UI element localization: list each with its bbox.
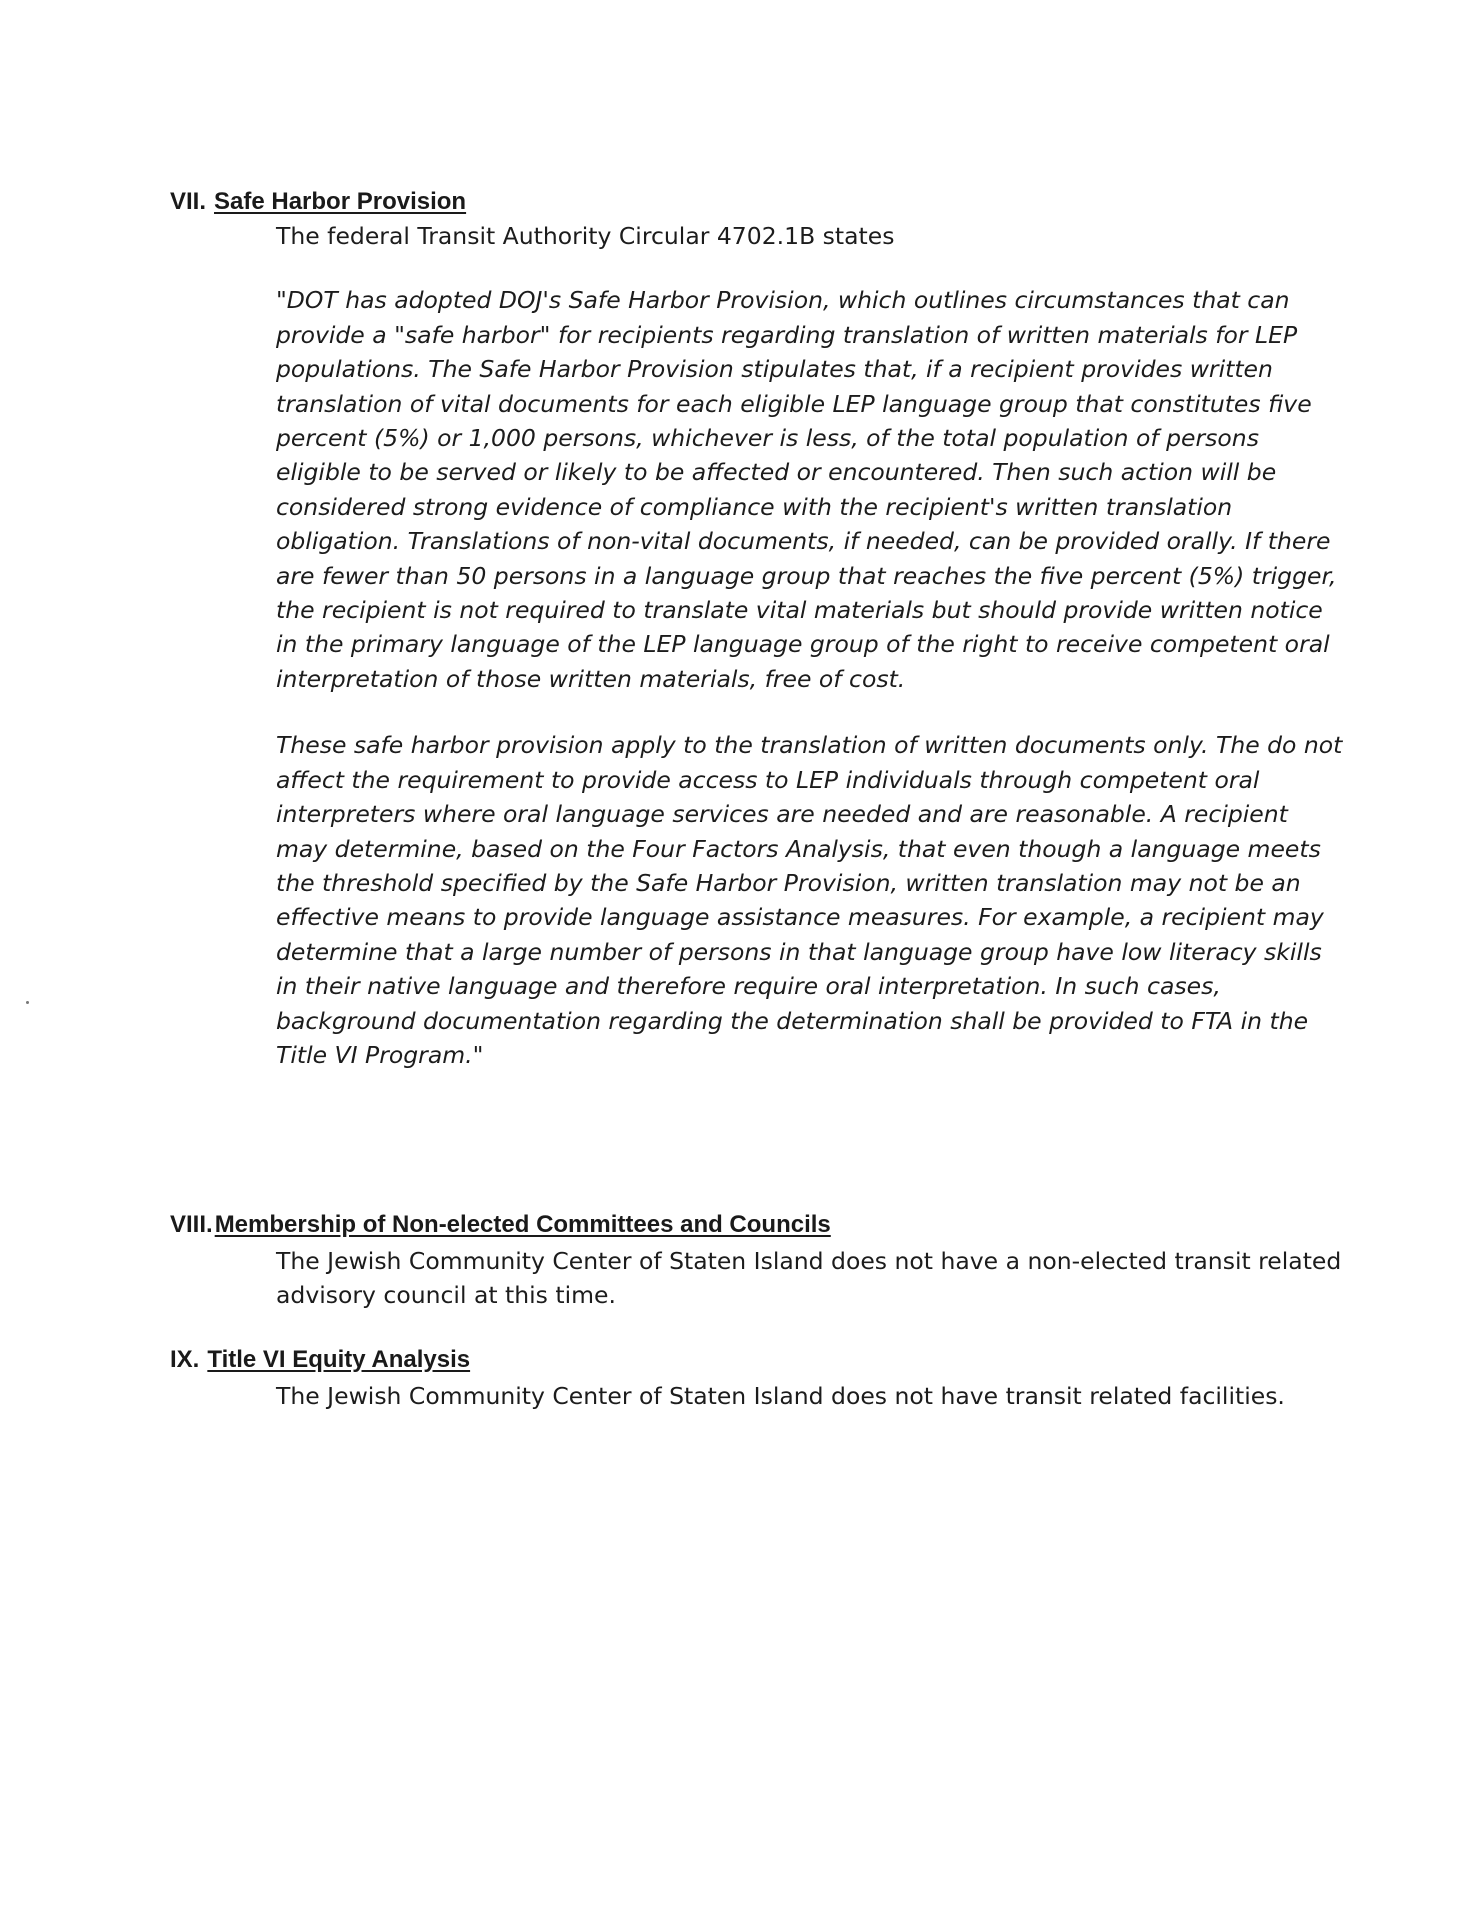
section-viii-body: The Jewish Community Center of Staten Island does not have a non-elected transit related advisory council at this time.: [276, 1247, 1342, 1310]
section-ix: [170, 1345, 1350, 1413]
scan-artifact-dot: [26, 1001, 29, 1004]
section-vii: [170, 187, 1350, 1072]
section-viii-number: VIII.: [170, 1211, 213, 1238]
section-vii-quote-paragraph-1: "DOT has adopted DOJ's Safe Harbor Provision, which outlines circumstances that can provide a "safe harbor" for recipients regarding translation of written materials for LEP populations. The Safe Harbor Provision stipulates that, if a recipient provides written translation of vital documents for each eligible LEP language group that constitutes five percent (5%) or 1,000 persons, whichever is less, of the total population of persons eligible to be served or likely to be affected or encountered. Then such action will be considered strong evidence of compliance with the recipient's written translation obligation. Translations of non-vital documents, if needed, can be provided orally. If there are fewer than 50 persons in a language group that reaches the five percent (5%) trigger, the recipient is not required to translate vital materials but should provide written notice in the primary language of the LEP language group of the right to receive competent oral interpretation of those written materials, free of cost.: [276, 286, 1337, 693]
section-vii-heading: [170, 187, 1350, 217]
section-ix-number: IX.: [170, 1346, 200, 1373]
section-vii-title: Safe Harbor Provision: [214, 188, 467, 215]
section-viii-title: Membership of Non-elected Committees and Councils: [214, 1211, 831, 1238]
section-ix-heading: [170, 1345, 1350, 1375]
section-vii-intro: The federal Transit Authority Circular 4702.1B states: [276, 222, 895, 250]
section-viii-heading: [170, 1210, 1350, 1240]
section-ix-title: Title VI Equity Analysis: [207, 1346, 471, 1373]
section-viii: [170, 1210, 1350, 1313]
section-vii-number: VII.: [170, 188, 207, 215]
section-ix-body: The Jewish Community Center of Staten Island does not have transit related facilities.: [276, 1382, 1285, 1410]
section-vii-quote-paragraph-2: These safe harbor provision apply to the translation of written documents only. The do not affect the requirement to provide access to LEP individuals through competent oral interpreters where oral language services are needed and are reasonable. A recipient may determine, based on the Four Factors Analysis, that even though a language meets the threshold specified by the Safe Harbor Provision, written translation may not be an effective means to provide language assistance measures. For example, a recipient may determine that a large number of persons in that language group have low literacy skills in their native language and therefore require oral interpretation. In such cases, background documentation regarding the determination shall be provided to FTA in the Title VI Program.": [276, 731, 1343, 1069]
